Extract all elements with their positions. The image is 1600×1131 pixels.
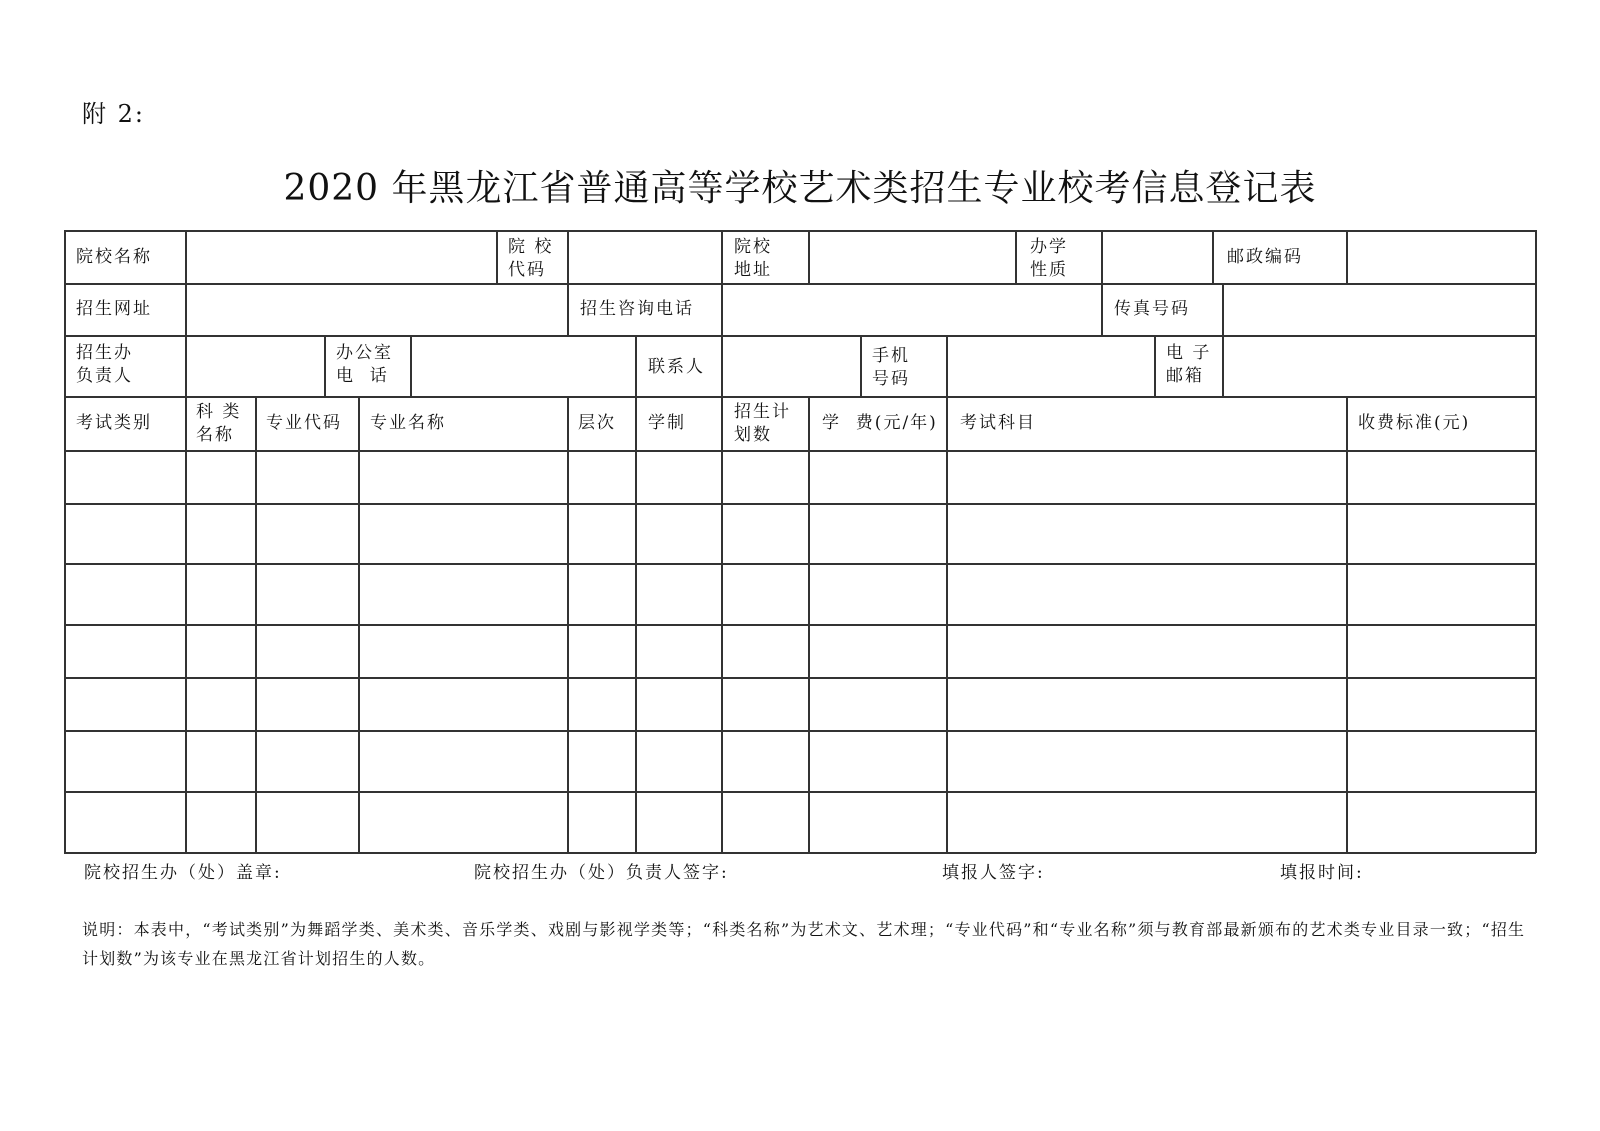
cell-divider: [496, 230, 498, 283]
table-row[interactable]: [66, 565, 1534, 623]
fax-label: 传真号码: [1114, 299, 1190, 319]
office-phone-field[interactable]: [412, 337, 634, 395]
cell-divider: [567, 283, 569, 335]
school-type-field[interactable]: [1103, 232, 1211, 282]
seal-label: 院校招生办（处）盖章:: [84, 863, 282, 883]
table-row[interactable]: [66, 626, 1534, 676]
table-row[interactable]: [66, 732, 1534, 790]
table-row[interactable]: [66, 505, 1534, 562]
col-plan-count: 招生计 划数: [734, 402, 791, 445]
col-exam-subjects: 考试科目: [960, 413, 1036, 433]
mobile-label: 手机 号码: [872, 346, 910, 389]
postal-code-label: 邮政编码: [1227, 247, 1303, 267]
school-type-label: 办学 性质: [1030, 237, 1068, 280]
col-major-code: 专业代码: [266, 413, 342, 433]
email-field[interactable]: [1224, 337, 1534, 395]
school-name-field[interactable]: [187, 232, 495, 282]
cell-divider: [635, 335, 637, 396]
school-address-label: 院校 地址: [734, 237, 772, 280]
fill-date-label: 填报时间:: [1280, 863, 1364, 883]
col-subject-type: 科 类 名称: [196, 402, 242, 445]
cell-divider: [1212, 230, 1214, 283]
table-border-bottom: [64, 852, 1536, 854]
website-field[interactable]: [187, 285, 566, 334]
cell-divider: [721, 230, 723, 283]
col-duration: 学制: [648, 413, 686, 433]
cell-divider: [860, 335, 862, 396]
table-border-right: [1535, 230, 1537, 853]
fax-field[interactable]: [1224, 285, 1534, 334]
table-row[interactable]: [66, 793, 1534, 851]
office-head-label: 招生办 负责人: [76, 343, 133, 386]
col-fee-standard: 收费标准(元): [1358, 413, 1471, 433]
school-code-label: 院 校 代码: [508, 237, 554, 280]
website-label: 招生网址: [76, 299, 152, 319]
row-divider: [64, 396, 1536, 398]
filler-signature-label: 填报人签字:: [942, 863, 1045, 883]
table-row[interactable]: [66, 452, 1534, 502]
col-exam-category: 考试类别: [76, 413, 152, 433]
email-label: 电 子 邮箱: [1166, 343, 1212, 386]
head-signature-label: 院校招生办（处）负责人签字:: [474, 863, 729, 883]
col-major-name: 专业名称: [370, 413, 446, 433]
contact-field[interactable]: [723, 337, 859, 395]
hotline-field[interactable]: [723, 285, 1100, 334]
office-phone-label: 办公室 电 话: [336, 343, 393, 386]
mobile-field[interactable]: [948, 337, 1153, 395]
postal-code-field[interactable]: [1348, 232, 1534, 282]
school-name-label: 院校名称: [76, 247, 152, 267]
school-code-field[interactable]: [569, 232, 720, 282]
school-address-field[interactable]: [810, 232, 1014, 282]
cell-divider: [324, 335, 326, 396]
col-level: 层次: [578, 413, 616, 433]
table-row[interactable]: [66, 679, 1534, 729]
office-head-field[interactable]: [187, 337, 323, 395]
col-tuition: 学 费(元/年): [822, 413, 938, 433]
explanatory-note: 说明：本表中，“考试类别”为舞蹈学类、美术类、音乐学类、戏剧与影视学类等；“科类名称”为艺术文、艺术理；“专业代码”和“专业名称”须与教育部最新颁布的艺术类专业目录一致；“招生计划数”为该专业在黑龙江省计划招生的人数。: [82, 920, 1526, 968]
cell-divider: [1154, 335, 1156, 396]
page-title: 2020 年黑龙江省普通高等学校艺术类招生专业校考信息登记表: [283, 168, 1317, 209]
cell-divider: [1101, 283, 1103, 335]
attachment-label: 附 2:: [82, 100, 145, 128]
hotline-label: 招生咨询电话: [580, 299, 694, 319]
cell-divider: [1015, 230, 1017, 283]
contact-label: 联系人: [648, 357, 705, 377]
